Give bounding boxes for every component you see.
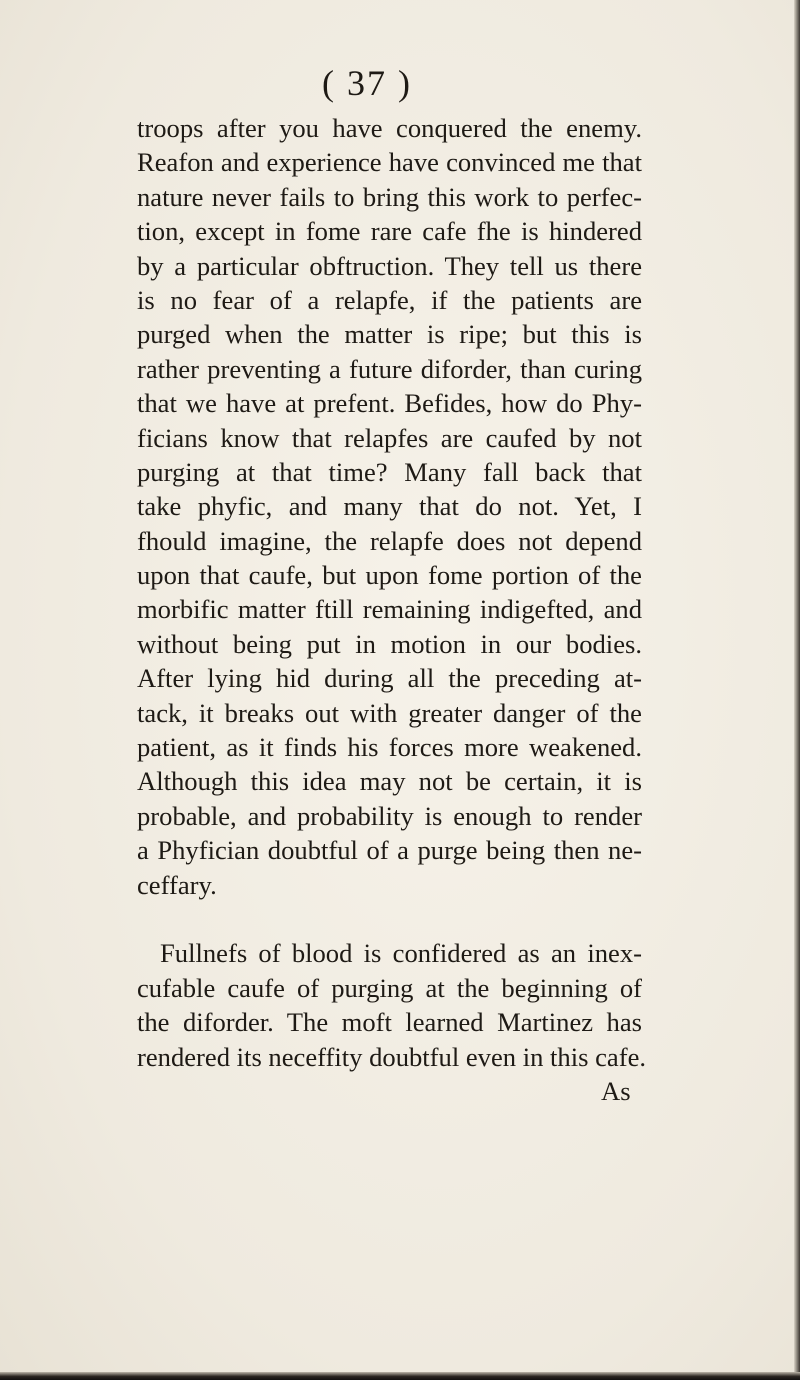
text-line: troops after you have conquered the enemy. <box>137 113 642 143</box>
text-line: take phyfic, and many that do not. Yet, I <box>137 491 642 522</box>
text-line: ficians know that relapfes are caufed by not <box>137 422 642 453</box>
text-line: without being put in motion in our bodies. <box>137 628 642 659</box>
catchword: As <box>601 1076 631 1106</box>
page-number: ( 37 ) <box>322 63 412 103</box>
text-line: morbific matter ftill remaining indigefted, and <box>137 594 642 625</box>
text-line: is no fear of a relapfe, if the patients are <box>137 284 642 315</box>
text-line: cufable caufe of purging at the beginning of <box>137 972 642 1003</box>
text-line: rather preventing a future diforder, than curing <box>137 353 642 384</box>
text-line: patient, as it finds his forces more weakened. <box>137 732 642 763</box>
page-bottom-edge <box>0 1372 800 1380</box>
text-line: that we have at prefent. Befides, how do Phy- <box>137 388 642 419</box>
text-line: the diforder. The moft learned Martinez has <box>137 1007 642 1038</box>
text-line: tion, except in fome rare cafe fhe is hindered <box>137 216 642 247</box>
text-line: probable, and probability is enough to render <box>137 800 642 831</box>
text-line: Fullnefs of blood is confidered as an inex- <box>160 938 642 969</box>
page-edge-shadow <box>794 0 800 1380</box>
text-line: Although this idea may not be certain, it is <box>137 766 642 797</box>
text-line: a Phyfician doubtful of a purge being then ne- <box>137 835 642 866</box>
text-line: ceffary. <box>137 869 217 900</box>
text-line: purging at that time? Many fall back that <box>137 456 642 487</box>
text-line: Reafon and experience have convinced me that <box>137 147 642 178</box>
text-line: tack, it breaks out with greater danger of the <box>137 697 642 728</box>
paragraph-gap <box>137 902 642 936</box>
text-line: upon that caufe, but upon fome portion of the <box>137 560 642 591</box>
text-line: fhould imagine, the relapfe does not depend <box>137 525 642 556</box>
text-line: nature never fails to bring this work to perfec- <box>137 181 642 212</box>
text-line: purged when the matter is ripe; but this is <box>137 319 642 350</box>
text-line: by a particular obftruction. They tell us there <box>137 250 642 281</box>
text-line: After lying hid during all the preceding at- <box>137 663 642 694</box>
body-text <box>137 111 647 1074</box>
text-line: rendered its neceffity doubtful even in this cafe. <box>137 1041 647 1072</box>
